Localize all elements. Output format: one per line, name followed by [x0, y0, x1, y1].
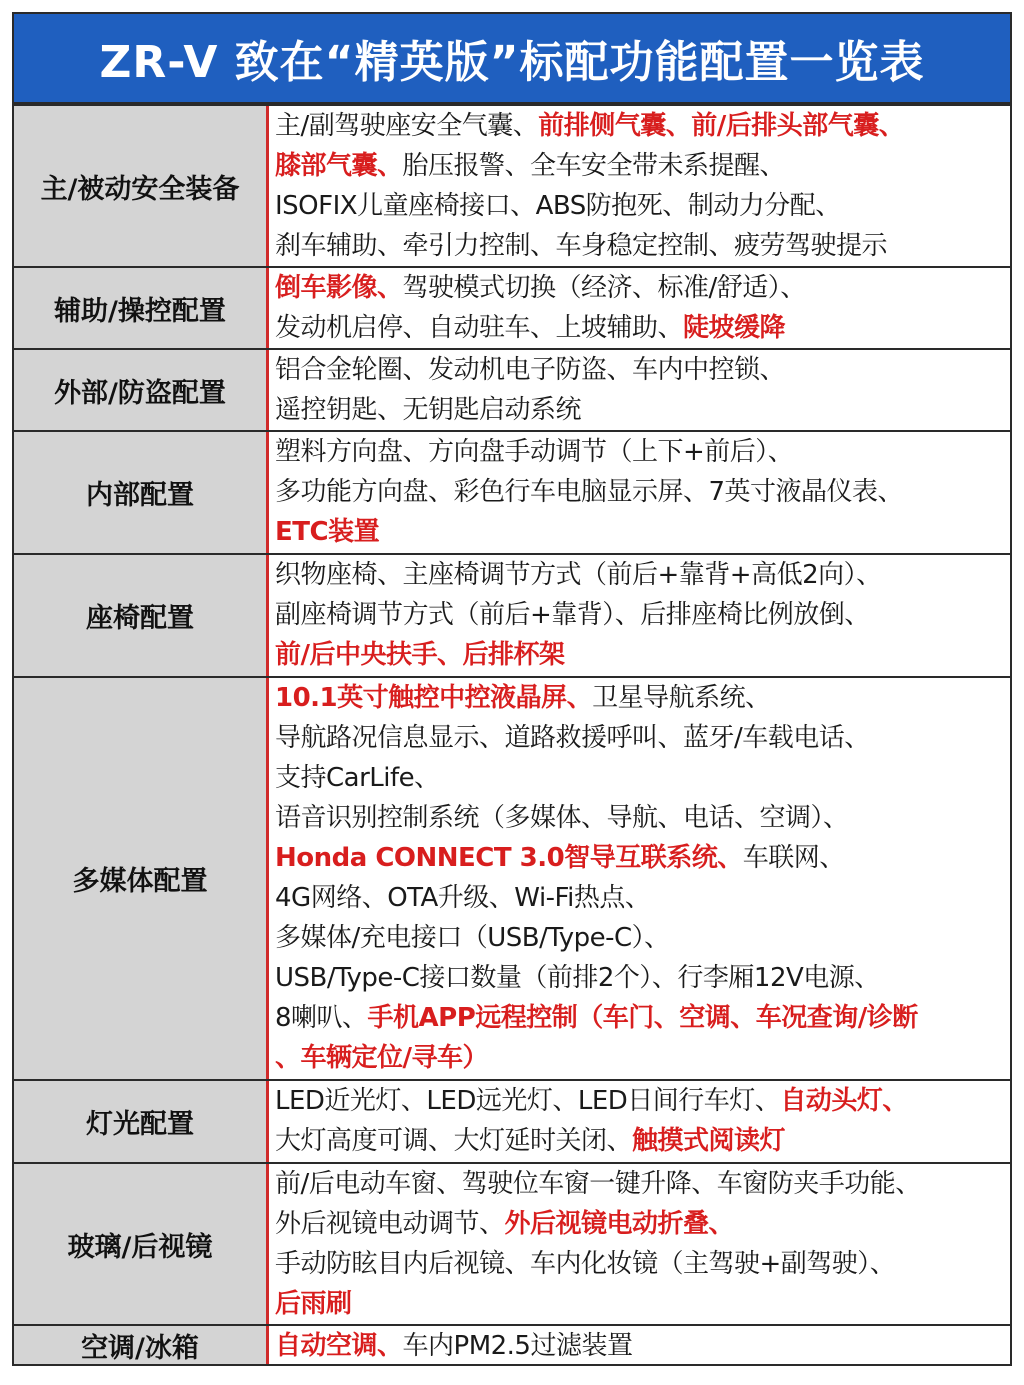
content-line [275, 1081, 1004, 1121]
content-line [275, 718, 1004, 758]
content-line [275, 878, 1004, 918]
content-line [275, 635, 1004, 675]
highlighted-feature-text: ETC装置 [275, 517, 380, 547]
content-line [275, 678, 1004, 718]
content-line [275, 472, 1004, 512]
content-line [275, 1284, 1004, 1324]
table-row-safety [14, 106, 1010, 268]
row-content [269, 678, 1010, 1079]
row-content [269, 555, 1010, 676]
feature-text: 胎压报警、全车安全带未系提醒、 [402, 151, 786, 181]
table-row-ac-fridge [14, 1326, 1010, 1364]
content-line [275, 186, 1004, 226]
highlighted-feature-text: 陡坡缓降 [683, 313, 786, 343]
feature-text: 支持CarLife、 [275, 763, 440, 793]
row-label: 内部配置 [14, 432, 269, 553]
content-line [275, 798, 1004, 838]
content-line [275, 918, 1004, 958]
content-line [275, 106, 1004, 146]
highlighted-feature-text: 自动空调、 [275, 1331, 403, 1361]
feature-text: 多功能方向盘、彩色行车电脑显示屏、7英寸液晶仪表、 [275, 477, 904, 507]
feature-text: 主/副驾驶座安全气囊、 [275, 111, 539, 141]
content-line [275, 1164, 1004, 1204]
feature-text: 织物座椅、主座椅调节方式（前后+靠背+高低2向）、 [275, 560, 882, 590]
feature-text: 卫星导航系统、 [592, 683, 771, 713]
highlighted-feature-text: 膝部气囊、 [275, 151, 403, 181]
feature-text: 驾驶模式切换（经济、标准/舒适）、 [402, 273, 806, 303]
feature-text: 导航路况信息显示、道路救援呼叫、蓝牙/车载电话、 [275, 723, 870, 753]
content-line [275, 226, 1004, 266]
content-line [275, 1121, 1004, 1161]
table-row-assist-control [14, 268, 1010, 350]
row-content [269, 350, 1010, 430]
row-content [269, 1164, 1010, 1324]
content-line [275, 758, 1004, 798]
row-label: 外部/防盗配置 [14, 350, 269, 430]
highlighted-feature-text: 前排侧气囊、前/后排头部气囊、 [538, 111, 905, 141]
table-title-bar [12, 12, 1012, 104]
content-line [275, 146, 1004, 186]
table-row-lighting [14, 1081, 1010, 1164]
feature-text: 外后视镜电动调节、 [275, 1209, 505, 1239]
row-label: 座椅配置 [14, 555, 269, 676]
highlighted-feature-text: Honda CONNECT 3.0智导互联系统、 [275, 843, 743, 873]
content-line [275, 1244, 1004, 1284]
highlighted-feature-text: 10.1英寸触控中控液晶屏、 [275, 683, 593, 713]
feature-text: LED近光灯、LED远光灯、LED日间行车灯、 [275, 1086, 781, 1116]
table-row-multimedia [14, 678, 1010, 1081]
content-line [275, 958, 1004, 998]
content-line [275, 555, 1004, 595]
highlighted-feature-text: 触摸式阅读灯 [632, 1126, 786, 1156]
feature-text: 车联网、 [742, 843, 845, 873]
content-line [275, 350, 1004, 390]
row-content [269, 106, 1010, 266]
feature-text: 车内PM2.5过滤装置 [402, 1331, 633, 1361]
content-line [275, 1038, 1004, 1078]
row-label: 玻璃/后视镜 [14, 1164, 269, 1324]
table-row-glass-mirrors [14, 1164, 1010, 1326]
feature-text: USB/Type-C接口数量（前排2个）、行李厢12V电源、 [275, 963, 880, 993]
row-label: 灯光配置 [14, 1081, 269, 1162]
feature-text: 多媒体/充电接口（USB/Type-C）、 [275, 923, 670, 953]
feature-text: 铝合金轮圈、发动机电子防盗、车内中控锁、 [275, 355, 786, 385]
feature-text: 副座椅调节方式（前后+靠背）、后排座椅比例放倒、 [275, 600, 870, 630]
content-line [275, 432, 1004, 472]
highlighted-feature-text: 手机APP远程控制（车门、空调、车况查询/诊断 [367, 1003, 918, 1033]
row-label: 主/被动安全装备 [14, 106, 269, 266]
feature-text: 手动防眩目内后视镜、车内化妆镜（主驾驶+副驾驶）、 [275, 1249, 896, 1279]
content-line [275, 390, 1004, 430]
content-line [275, 308, 1004, 348]
table-row-exterior-security [14, 350, 1010, 432]
feature-text: 4G网络、OTA升级、Wi-Fi热点、 [275, 883, 651, 913]
feature-text: 大灯高度可调、大灯延时关闭、 [275, 1126, 633, 1156]
feature-text: ISOFIX儿童座椅接口、ABS防抱死、制动力分配、 [275, 191, 841, 221]
content-line [275, 268, 1004, 308]
content-line [275, 1326, 1004, 1364]
content-line [275, 838, 1004, 878]
row-content [269, 1326, 1010, 1364]
highlighted-feature-text: 自动头灯、 [780, 1086, 908, 1116]
feature-text: 前/后电动车窗、驾驶位车窗一键升降、车窗防夹手功能、 [275, 1169, 921, 1199]
row-content [269, 1081, 1010, 1162]
feature-text: 遥控钥匙、无钥匙启动系统 [275, 395, 582, 425]
row-content [269, 268, 1010, 348]
highlighted-feature-text: 外后视镜电动折叠、 [504, 1209, 735, 1239]
row-label: 空调/冰箱 [14, 1326, 269, 1364]
content-line [275, 595, 1004, 635]
feature-text: 发动机启停、自动驻车、上坡辅助、 [275, 313, 684, 343]
content-line [275, 1204, 1004, 1244]
highlighted-feature-text: 前/后中央扶手、后排杯架 [275, 640, 565, 670]
content-line [275, 512, 1004, 552]
config-table [12, 104, 1012, 1366]
feature-text: 塑料方向盘、方向盘手动调节（上下+前后）、 [275, 437, 794, 467]
table-row-seats [14, 555, 1010, 678]
row-content [269, 432, 1010, 553]
row-label: 辅助/操控配置 [14, 268, 269, 348]
content-line [275, 998, 1004, 1038]
highlighted-feature-text: 倒车影像、 [275, 273, 403, 303]
table-title: ZR-V 致在“精英版”标配功能配置一览表 [99, 37, 925, 88]
feature-text: 刹车辅助、牵引力控制、车身稳定控制、疲劳驾驶提示 [275, 231, 888, 261]
highlighted-feature-text: 、车辆定位/寻车） [275, 1043, 488, 1073]
feature-text: 语音识别控制系统（多媒体、导航、电话、空调）、 [275, 803, 849, 833]
row-label: 多媒体配置 [14, 678, 269, 1079]
table-row-interior [14, 432, 1010, 555]
feature-text: 8喇叭、 [275, 1003, 368, 1033]
highlighted-feature-text: 后雨刷 [275, 1289, 352, 1319]
